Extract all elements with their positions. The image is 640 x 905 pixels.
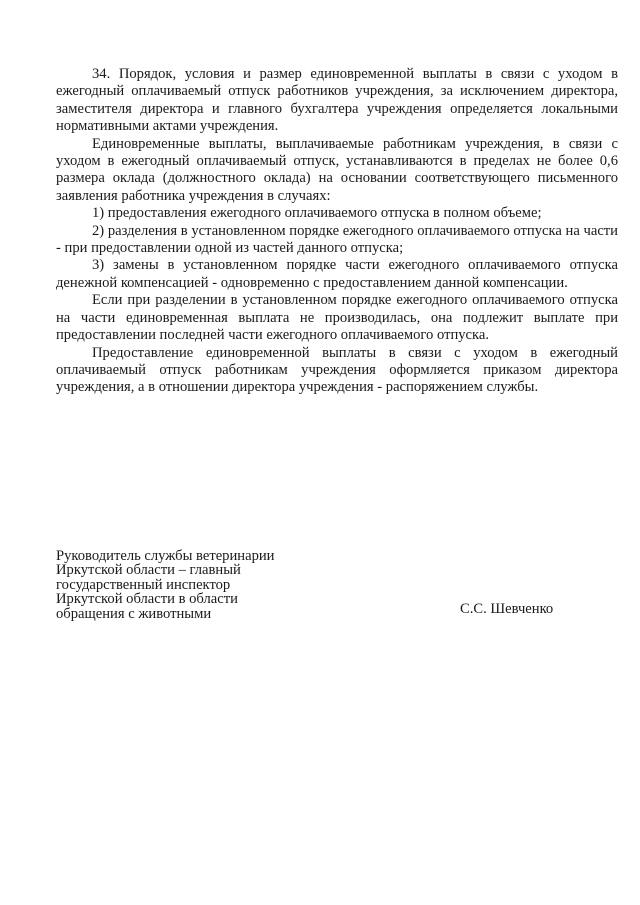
list-item-2: 2) разделения в установленном порядке ежегодного оплачиваемого отпуска на части - при предоставлении одной из частей данного отпуска; bbox=[56, 222, 618, 257]
paragraph-payments: Единовременные выплаты, выплачиваемые работникам учреждения, в связи с уходом в ежегодный оплачиваемый отпуск, устанавливаются в пределах не более 0,6 размера оклада (должностного оклада) на основании соответствующего письменного заявления работника учреждения в случаях: bbox=[56, 135, 618, 204]
document-body bbox=[56, 66, 618, 397]
paragraph-34: 34. Порядок, условия и размер единовременной выплаты в связи с уходом в ежегодный оплачиваемый отпуск работников учреждения, за исключением директора, заместителя директора и главного бухгалтера учреждения определяется локальными нормативными актами учреждения. bbox=[56, 66, 618, 135]
signature-title-line: обращения с животными bbox=[56, 605, 212, 622]
signature-title-line: Иркутской области в области bbox=[56, 591, 238, 608]
paragraph-division: Если при разделении в установленном порядке ежегодного оплачиваемого отпуска на части единовременная выплата не производилась, она подлежит выплате при предоставлении последней части ежегодного оплачиваемого отпуска. bbox=[56, 292, 618, 344]
signature-block bbox=[56, 549, 618, 621]
signature-title-line: Иркутской области – главный bbox=[56, 562, 241, 579]
list-item-3: 3) замены в установленном порядке части ежегодного оплачиваемого отпуска денежной компенсацией - одновременно с предоставлением данной компенсации. bbox=[56, 257, 618, 291]
signature-title-line: государственный инспектор bbox=[56, 576, 231, 593]
signatory-name: С.С. Шевченко bbox=[460, 601, 554, 617]
signature-title-line: Руководитель службы ветеринарии bbox=[56, 548, 275, 564]
list-item-1: 1) предоставления ежегодного оплачиваемого отпуска в полном объеме; bbox=[92, 205, 542, 222]
paragraph-provision: Предоставление единовременной выплаты в связи с уходом в ежегодный оплачиваемый отпуск работникам учреждения оформляется приказом директора учреждения, а в отношении директора учреждения - распоряжением службы. bbox=[56, 344, 618, 396]
